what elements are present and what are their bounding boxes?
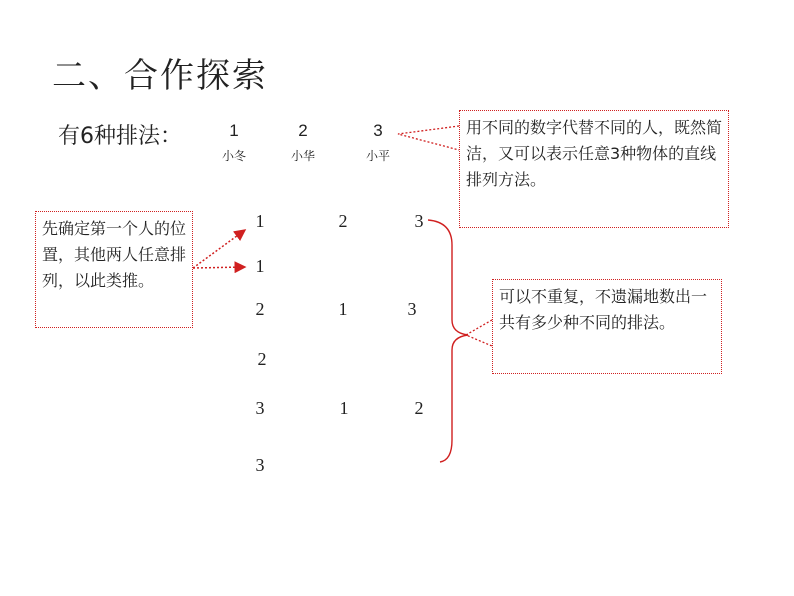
perm-cell: 3: [255, 455, 265, 475]
perm-cell: 3: [255, 398, 265, 418]
brace: [428, 220, 468, 462]
perm-cell: 2: [338, 211, 348, 231]
perm-cell: 1: [339, 398, 349, 418]
perm-cell: 2: [414, 398, 424, 418]
note-mid-right: 可以不重复，不遗漏地数出一共有多少种不同的排法。: [492, 279, 722, 374]
header-number-3: 3: [373, 121, 383, 140]
perm-cell: 1: [255, 256, 265, 276]
header-name-3: 小平: [365, 149, 390, 163]
header-name-1: 小冬: [221, 149, 246, 163]
note-left: 先确定第一个人的位置，其他两人任意排列，以此类推。: [35, 211, 193, 328]
perm-cell: 1: [338, 299, 348, 319]
note-top-right: 用不同的数字代替不同的人，既然简洁，又可以表示任意3种物体的直线排列方法。: [459, 110, 729, 228]
perm-cell: 3: [414, 211, 424, 231]
perm-cell: 2: [255, 299, 265, 319]
subheading: 有6种排法：: [58, 124, 182, 149]
header-number-2: 2: [298, 121, 308, 140]
perm-cell: 1: [255, 211, 265, 231]
page-title: 二、合作探索: [52, 56, 268, 96]
perm-cell: 2: [257, 349, 267, 369]
brace-callout: [466, 320, 492, 346]
header-name-2: 小华: [290, 149, 315, 163]
arrow-to-row-1: [193, 230, 245, 268]
perm-cell: 3: [407, 299, 417, 319]
header-number-1: 1: [229, 121, 239, 140]
arrow-to-row-2: [193, 267, 245, 268]
callout-pointer: [398, 126, 459, 150]
